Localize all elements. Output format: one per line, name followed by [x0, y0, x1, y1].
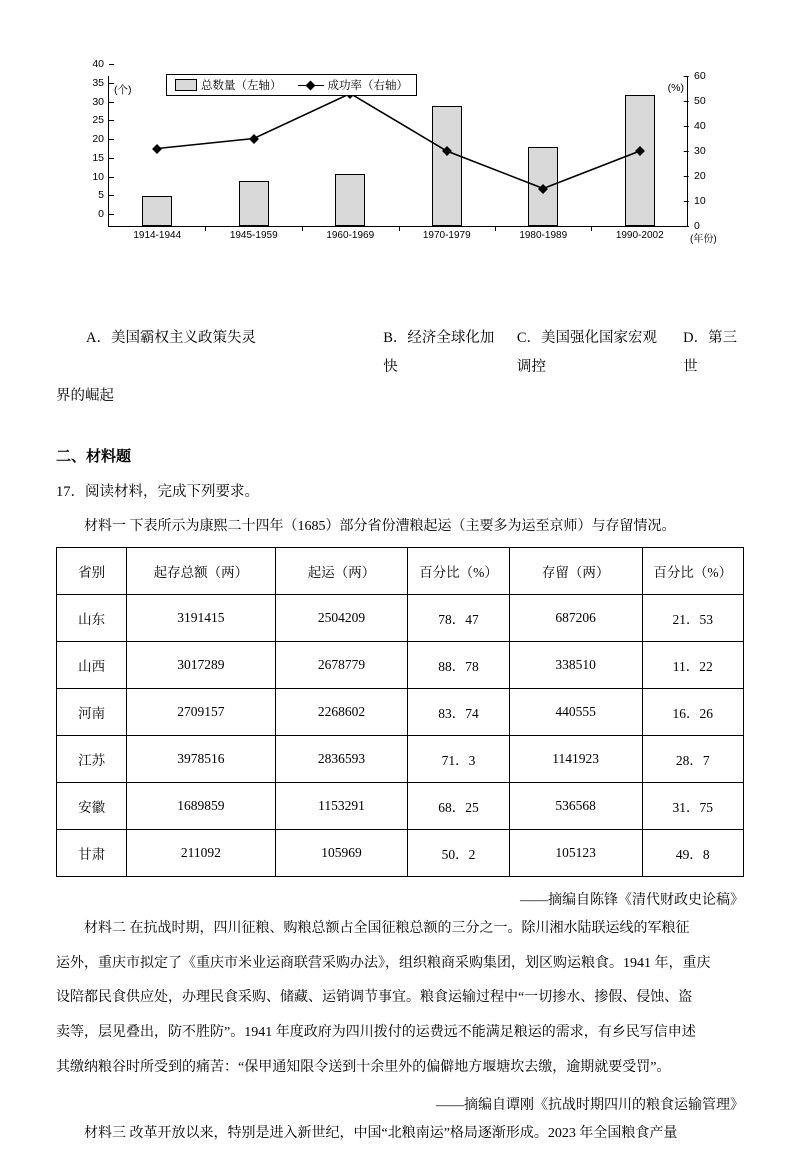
y-left-tick: 40 [92, 58, 109, 70]
cell-province: 江苏 [57, 736, 127, 783]
y-left-tick: 15 [92, 152, 109, 164]
cell-pct1: 88．78 [408, 642, 509, 689]
cell-shipped: 1153291 [275, 783, 408, 830]
cell-pct2: 28．7 [642, 736, 743, 783]
y-left-tick: 5 [98, 189, 109, 201]
cell-province: 河南 [57, 689, 127, 736]
y-right-tick: 40 [689, 120, 706, 132]
option-d[interactable]: D．第三世 [683, 330, 738, 375]
cell-shipped: 2836593 [275, 736, 408, 783]
table-row [57, 736, 744, 783]
cell-pct1: 78．47 [408, 595, 509, 642]
y-right-tick: 30 [689, 145, 706, 157]
section-title: 二、材料题 [56, 449, 132, 465]
cell-retained: 105123 [509, 830, 642, 877]
plot-region [92, 58, 717, 245]
table-row [57, 783, 744, 830]
cell-total: 3978516 [127, 736, 275, 783]
cell-total: 3017289 [127, 642, 275, 689]
y-left-tick: 25 [92, 114, 109, 126]
y-left-tick: 20 [92, 133, 109, 145]
y-left-tick: 0 [98, 208, 109, 220]
cell-retained: 1141923 [509, 736, 642, 783]
table-header-row [57, 548, 744, 595]
material-three-lead: 材料三 改革开放以来，特别是进入新世纪，中国“北粮南运”格局逐渐形成。2023 年全国粮食产量 [84, 1126, 678, 1142]
question-17 [56, 480, 744, 501]
col-header-total: 起存总额（两） [127, 548, 275, 595]
cell-pct2: 16．26 [642, 689, 743, 736]
cell-pct2: 21．53 [642, 595, 743, 642]
material-two-lead: 材料二 在抗战时期，四川征粮、购粮总额占全国征粮总额的三分之一。除川湘水陆联运线的军粮征 [84, 921, 690, 936]
citation-one: ——摘编自陈锋《清代财政史论稿》 [520, 893, 744, 908]
legend-label-bars: 总数量（左轴） [201, 80, 282, 92]
legend-label-line: 成功率（右轴） [327, 80, 408, 92]
answer-options [56, 324, 744, 411]
y-right-tick: 0 [689, 220, 700, 232]
table-row [57, 642, 744, 689]
legend-item-bars [175, 77, 282, 93]
table-row [57, 595, 744, 642]
x-label: 1970-1979 [422, 230, 471, 241]
cell-shipped: 105969 [275, 830, 408, 877]
cell-province: 安徽 [57, 783, 127, 830]
cell-total: 2709157 [127, 689, 275, 736]
material-two-line-4: 其缴纳粮谷时所受到的痛苦：“保甲通知限令送到十余里外的偏僻地方堰塘坎去缴，逾期就要受罚”。 [56, 1059, 671, 1075]
cell-pct2: 11．22 [642, 642, 743, 689]
question-text: ．阅读材料，完成下列要求。 [70, 484, 259, 500]
citation-two: ——摘编自谭刚《抗战时期四川的粮食运输管理》 [436, 1098, 744, 1114]
y-right-tick: 10 [689, 195, 706, 207]
cell-shipped: 2678779 [275, 642, 408, 689]
material-two-line-1: 运外，重庆市拟定了《重庆市米业运商联营采购办法》，组织粮商采购集团，划区购运粮食。1941 年，重庆 [56, 955, 711, 971]
cell-shipped: 2504209 [275, 595, 408, 642]
cell-retained: 536568 [509, 783, 642, 830]
cell-shipped: 2268602 [275, 689, 408, 736]
material-one-lead: 材料一 下表所示为康熙二十四年（1685）部分省份漕粮起运（主要多为运至京师）与存留情况。 [84, 519, 676, 534]
line-series [109, 76, 688, 226]
chart-legend [166, 74, 417, 96]
col-header-retained: 存留（两） [509, 548, 642, 595]
cell-retained: 440555 [509, 689, 642, 736]
x-axis-labels [109, 226, 717, 250]
option-c[interactable]: C．美国强化国家宏观调控 [516, 330, 658, 375]
cell-total: 3191415 [127, 595, 275, 642]
cell-total: 1689859 [127, 783, 275, 830]
y-left-tick: 35 [92, 77, 109, 89]
y-left-tick: 30 [92, 96, 109, 108]
cell-pct2: 31．75 [642, 783, 743, 830]
legend-item-line [298, 77, 409, 93]
cell-province: 山西 [57, 642, 127, 689]
chart-figure [56, 58, 744, 316]
option-d-continued: 界的崛起 [56, 388, 114, 404]
x-label: 1960-1969 [326, 230, 375, 241]
table-row [57, 689, 744, 736]
col-header-shipped: 起运（两） [275, 548, 408, 595]
x-label: 1914-1944 [133, 230, 182, 241]
col-header-province: 省别 [57, 548, 127, 595]
legend-bar-swatch-icon [175, 79, 197, 91]
x-label: 1990-2002 [615, 230, 664, 241]
table-row [57, 830, 744, 877]
y-axis-left-unit: (个) [114, 84, 132, 96]
cell-retained: 338510 [509, 642, 642, 689]
line-path [157, 94, 640, 189]
y-right-tick: 60 [689, 70, 706, 82]
col-header-pct1: 百分比（%） [408, 548, 509, 595]
chart-area [92, 58, 717, 256]
cell-province: 甘肃 [57, 830, 127, 877]
cell-pct1: 68．25 [408, 783, 509, 830]
y-right-tick: 20 [689, 170, 706, 182]
cell-pct2: 49．8 [642, 830, 743, 877]
cell-total: 211092 [127, 830, 275, 877]
grain-table [56, 547, 744, 877]
material-two-line-3: 卖等，层见叠出，防不胜防”。1941 年度政府为四川拨付的运费远不能满足粮运的需求，有乡民写信申述 [56, 1025, 696, 1041]
option-b[interactable]: B．经济全球化加快 [383, 330, 495, 375]
cell-province: 山东 [57, 595, 127, 642]
y-right-tick: 50 [689, 95, 706, 107]
x-label: 1945-1959 [229, 230, 278, 241]
question-number: 17 [56, 484, 71, 500]
x-label: 1980-1989 [519, 230, 568, 241]
x-axis-unit: (年份) [690, 234, 717, 245]
legend-line-swatch-icon [298, 85, 324, 86]
material-two-line-2: 设陪都民食供应处，办理民食采购、储藏、运销调节事宜。粮食运输过程中“一切掺水、掺假、侵蚀、盗 [56, 990, 693, 1006]
option-a[interactable]: A．美国霸权主义政策失灵 [86, 330, 256, 346]
cell-pct1: 83．74 [408, 689, 509, 736]
y-left-tick: 10 [92, 171, 109, 183]
cell-retained: 687206 [509, 595, 642, 642]
cell-pct1: 50．2 [408, 830, 509, 877]
cell-pct1: 71．3 [408, 736, 509, 783]
col-header-pct2: 百分比（%） [642, 548, 743, 595]
y-axis-right-unit: (%) [667, 82, 684, 94]
